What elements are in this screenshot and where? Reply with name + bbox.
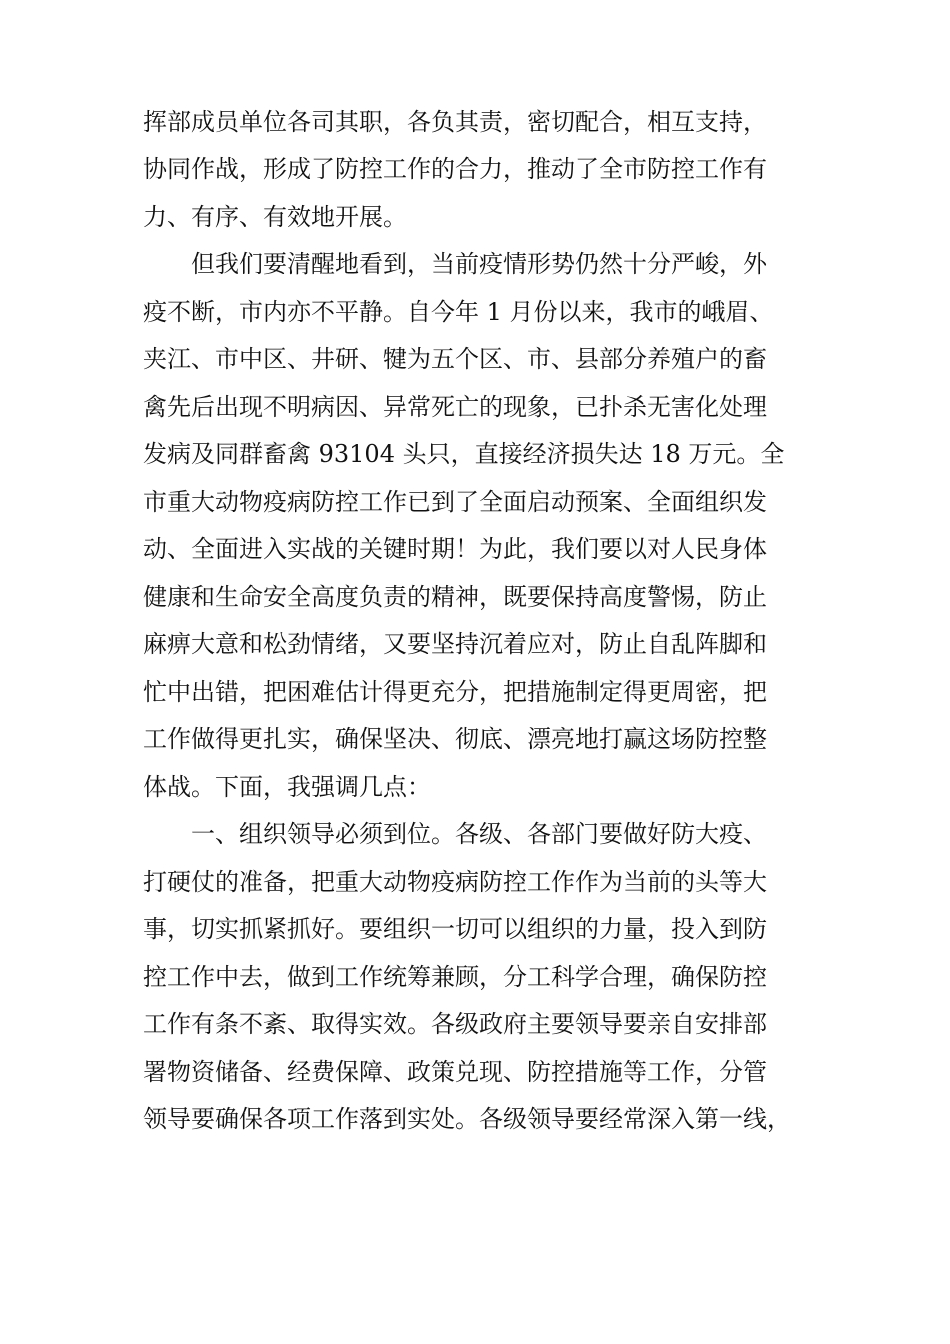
text-line: 力、有序、有效地开展。 xyxy=(143,203,407,231)
paragraph-start-line: 一、组织领导必须到位。各级、各部门要做好防大疫、 xyxy=(191,820,767,848)
text-line: 领导要确保各项工作落到实处。各级领导要经常深入第一线， xyxy=(143,1105,791,1133)
text-line: 控工作中去，做到工作统筹兼顾，分工科学合理，确保防控 xyxy=(143,963,767,991)
text-line: 工作有条不紊、取得实效。各级政府主要领导要亲自安排部 xyxy=(143,1010,767,1038)
text-line: 动、全面进入实战的关键时期！为此，我们要以对人民身体 xyxy=(143,535,767,563)
text-line: 麻痹大意和松劲情绪，又要坚持沉着应对，防止自乱阵脚和 xyxy=(143,630,767,658)
text-line: 禽先后出现不明病因、异常死亡的现象，已扑杀无害化处理 xyxy=(143,393,767,421)
text-line: 协同作战，形成了防控工作的合力，推动了全市防控工作有 xyxy=(143,155,767,183)
text-line: 发病及同群畜禽 93104 头只，直接经济损失达 18 万元。全 xyxy=(143,440,785,468)
text-line: 挥部成员单位各司其职，各负其责，密切配合，相互支持， xyxy=(143,108,767,136)
text-line: 体战。下面，我强调几点： xyxy=(143,773,431,801)
paragraph-start-line: 但我们要清醒地看到，当前疫情形势仍然十分严峻，外 xyxy=(191,250,767,278)
text-line: 署物资储备、经费保障、政策兑现、防控措施等工作，分管 xyxy=(143,1058,767,1086)
text-line: 打硬仗的准备，把重大动物疫病防控工作作为当前的头等大 xyxy=(143,868,767,896)
text-line: 事，切实抓紧抓好。要组织一切可以组织的力量，投入到防 xyxy=(143,915,767,943)
text-line: 忙中出错，把困难估计得更充分，把措施制定得更周密，把 xyxy=(143,678,767,706)
text-line: 市重大动物疫病防控工作已到了全面启动预案、全面组织发 xyxy=(143,488,767,516)
text-line: 夹江、市中区、井研、犍为五个区、市、县部分养殖户的畜 xyxy=(143,345,767,373)
text-line: 工作做得更扎实，确保坚决、彻底、漂亮地打赢这场防控整 xyxy=(143,725,767,753)
text-line: 疫不断，市内亦不平静。自今年 1 月份以来，我市的峨眉、 xyxy=(143,298,774,326)
text-line: 健康和生命安全高度负责的精神，既要保持高度警惕，防止 xyxy=(143,583,767,611)
